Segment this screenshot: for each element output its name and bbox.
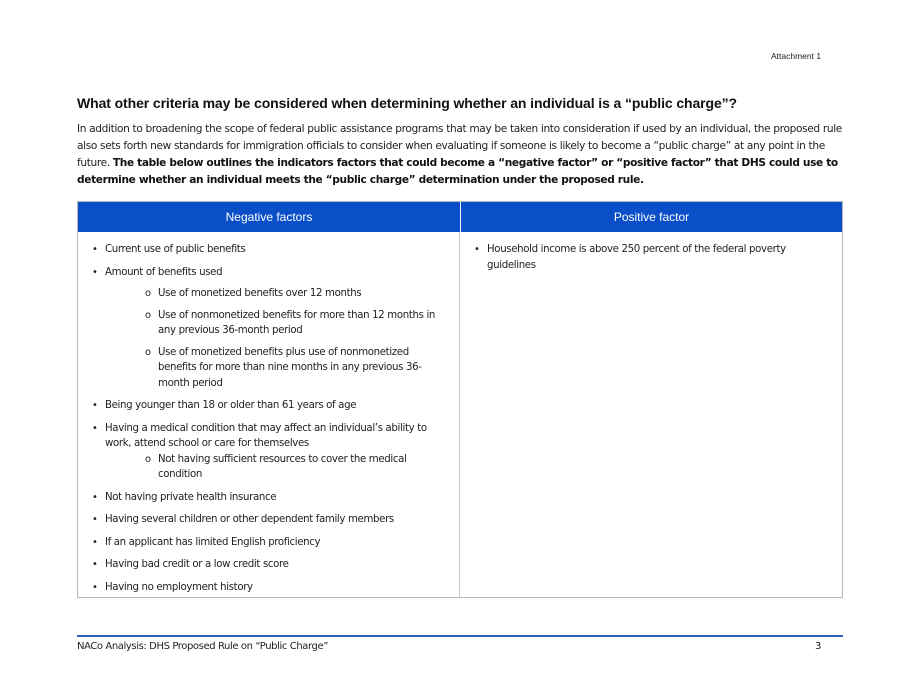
- list-item: • Not having private health insurance: [78, 490, 459, 506]
- footer-title: NACo Analysis: DHS Proposed Rule on “Public Charge”: [77, 641, 329, 652]
- list-item: [78, 265, 459, 392]
- positive-factors-cell: [460, 232, 842, 597]
- column-header-negative: Negative factors: [78, 202, 461, 232]
- list-item-text: Having a medical condition that may affect an individual’s ability to work, attend school or care for themselves: [105, 422, 427, 449]
- intro-plain-text: In addition to broadening the scope of federal public assistance programs that may be taken into consideration if used by an individual, the proposed rule also sets forth new standards for immigration officials to consider when evaluating if someone is likely to become a “public charge” at any point in the future.: [77, 123, 842, 169]
- page-number: 3: [815, 641, 822, 652]
- sub-list-item: o Use of monetized benefits plus use of nonmonetized benefits for more than nine months in any previous 36-month period: [78, 345, 451, 392]
- list-item-text: Amount of benefits used: [105, 266, 223, 278]
- section-heading: What other criteria may be considered when determining whether an individual is a “public charge”?: [77, 95, 738, 111]
- sub-list-item: o Use of monetized benefits over 12 months: [78, 286, 451, 302]
- negative-factors-list: [78, 242, 459, 595]
- list-item: • If an applicant has limited English proficiency: [78, 535, 459, 551]
- intro-bold-text: The table below outlines the indicators factors that could become a “negative factor” or “positive factor” that DHS could use to determine whether an individual meets the “public charge” determination under the proposed rule.: [77, 157, 838, 186]
- column-header-positive: Positive factor: [613, 210, 690, 224]
- factors-table: [77, 201, 843, 598]
- list-item: • Having several children or other dependent family members: [78, 512, 459, 528]
- list-item: • Having no employment history: [78, 580, 459, 596]
- negative-factors-cell: [78, 232, 460, 597]
- list-item: • Current use of public benefits: [78, 242, 459, 258]
- table-body: [78, 232, 842, 597]
- footer-divider: [77, 635, 843, 637]
- positive-factors-list: [460, 242, 842, 273]
- intro-paragraph: [77, 121, 847, 189]
- sub-list-item: o Not having sufficient resources to cover the medical condition: [78, 452, 451, 483]
- list-item: [78, 421, 459, 483]
- attachment-label: Attachment 1: [771, 51, 822, 61]
- sub-list: [78, 286, 451, 391]
- list-item: • Having bad credit or a low credit score: [78, 557, 459, 573]
- sub-list-item: o Use of nonmonetized benefits for more than 12 months in any previous 36-month period: [78, 308, 451, 339]
- table-header: [78, 202, 842, 232]
- sub-list: [78, 452, 451, 483]
- list-item: • Household income is above 250 percent of the federal poverty guidelines: [460, 242, 842, 273]
- list-item: • Being younger than 18 or older than 61 years of age: [78, 398, 459, 414]
